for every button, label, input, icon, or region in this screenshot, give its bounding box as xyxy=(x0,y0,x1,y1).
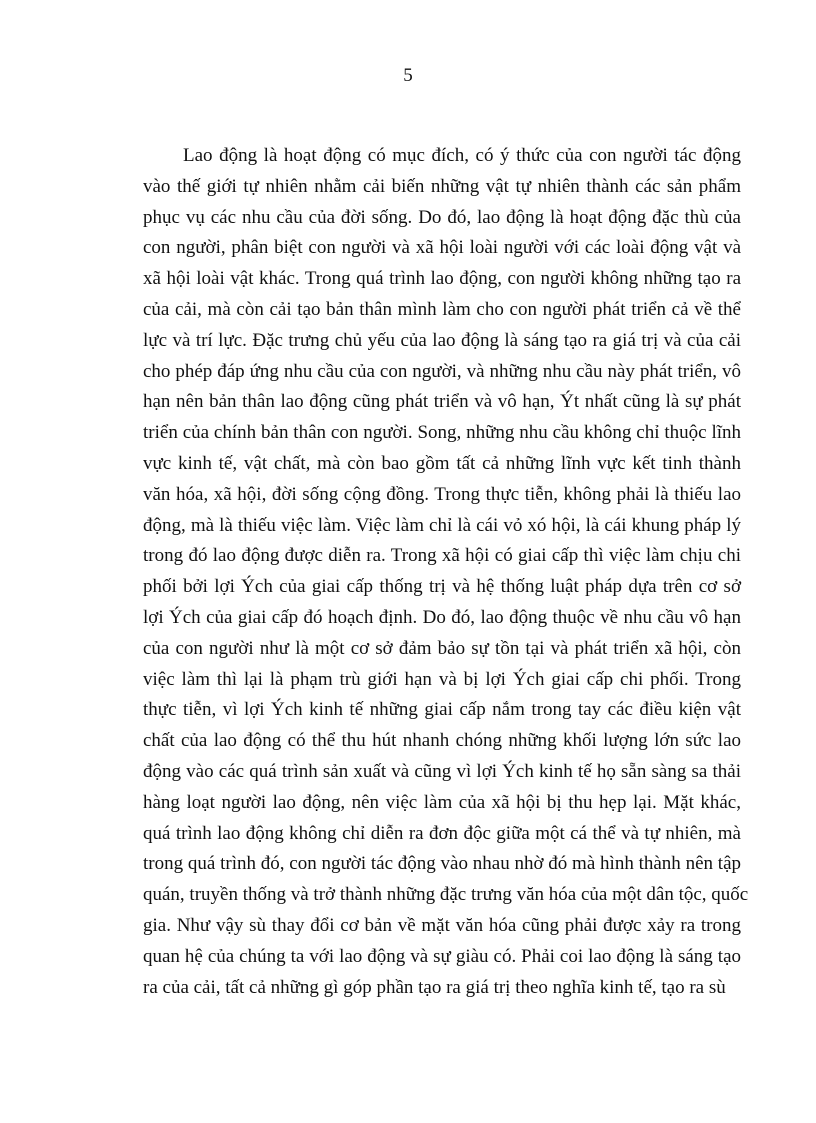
text-line: văn hóa, xã hội, đời sống cộng đồng. Trong thực tiễn, không phải là thiếu lao xyxy=(143,483,741,505)
text-line: việc làm thì lại là phạm trù giới hạn và bị lợi Ých giai cấp chi phối. Trong xyxy=(143,668,741,690)
text-line: của con người như là một cơ sở đảm bảo sự tồn tại và phát triển xã hội, còn xyxy=(143,637,741,659)
text-line: hàng loạt người lao động, nên việc làm của xã hội bị thu hẹp lại. Mặt khác, xyxy=(143,791,741,813)
text-line: quá trình lao động không chỉ diễn ra đơn độc giữa một cá thể và tự nhiên, mà xyxy=(143,822,741,844)
text-line: gia. Như vậy sù thay đổi cơ bản về mặt văn hóa cũng phải được xảy ra trong xyxy=(143,914,741,936)
text-line: chất của lao động có thể thu hút nhanh chóng những khối lượng lớn sức lao xyxy=(143,730,741,752)
text-line: trong quá trình đó, con người tác động vào nhau nhờ đó mà hình thành nên tập xyxy=(143,853,741,875)
text-line: xã hội loài vật khác. Trong quá trình lao động, con người không những tạo ra xyxy=(143,268,741,290)
text-line: động vào các quá trình sản xuất và cũng vì lợi Ých kinh tế họ sẵn sàng sa thải xyxy=(143,760,741,782)
text-line: cho phép đáp ứng nhu cầu của con người, và những nhu cầu này phát triển, vô xyxy=(143,360,741,382)
text-line: thực tiễn, vì lợi Ých kinh tế những giai cấp nắm trong tay các điều kiện vật xyxy=(143,699,741,721)
text-line: quan hệ của chúng ta với lao động và sự giàu có. Phải coi lao động là sáng tạo xyxy=(143,945,741,967)
text-line: con người, phân biệt con người và xã hội loài người với các loài động vật và xyxy=(143,237,741,259)
text-line: vực kinh tế, vật chất, mà còn bao gồm tất cả những lĩnh vực kết tinh thành xyxy=(143,452,741,474)
text-line: phục vụ các nhu cầu của đời sống. Do đó, lao động là hoạt động đặc thù của xyxy=(143,206,741,228)
text-line: phối bởi lợi Ých của giai cấp thống trị và hệ thống luật pháp dựa trên cơ sở xyxy=(143,576,741,598)
text-line: trong đó lao động được diễn ra. Trong xã hội có giai cấp thì việc làm chịu chi xyxy=(143,545,741,567)
text-line: ra của cải, tất cả những gì góp phần tạo ra giá trị theo nghĩa kinh tế, tạo ra sù xyxy=(143,976,726,998)
page-number: 5 xyxy=(403,65,413,86)
text-line: hạn nên bản thân lao động cũng phát triển và vô hạn, Ýt nhất cũng là sự phát xyxy=(143,391,741,413)
text-line: quán, truyền thống và trở thành những đặc trưng văn hóa của một dân tộc, quốc xyxy=(143,884,749,906)
body-paragraph xyxy=(143,141,749,1003)
text-line: lợi Ých của giai cấp đó hoạch định. Do đó, lao động thuộc về nhu cầu vô hạn xyxy=(143,606,741,628)
text-line: động, mà là thiếu việc làm. Việc làm chỉ là cái vỏ xó hội, là cái khung pháp lý xyxy=(143,514,741,536)
text-line: của cải, mà còn cải tạo bản thân mình làm cho con người phát triển cả về thể xyxy=(143,298,741,320)
text-line: vào thế giới tự nhiên nhằm cải biến những vật tự nhiên thành các sản phẩm xyxy=(143,175,741,197)
text-line: triển của chính bản thân con người. Song, những nhu cầu không chỉ thuộc lĩnh xyxy=(143,422,741,444)
text-line: Lao động là hoạt động có mục đích, có ý thức của con người tác động xyxy=(183,145,741,166)
text-line: lực và trí lực. Đặc trưng chủ yếu của lao động là sáng tạo ra giá trị và của cải xyxy=(143,329,741,351)
